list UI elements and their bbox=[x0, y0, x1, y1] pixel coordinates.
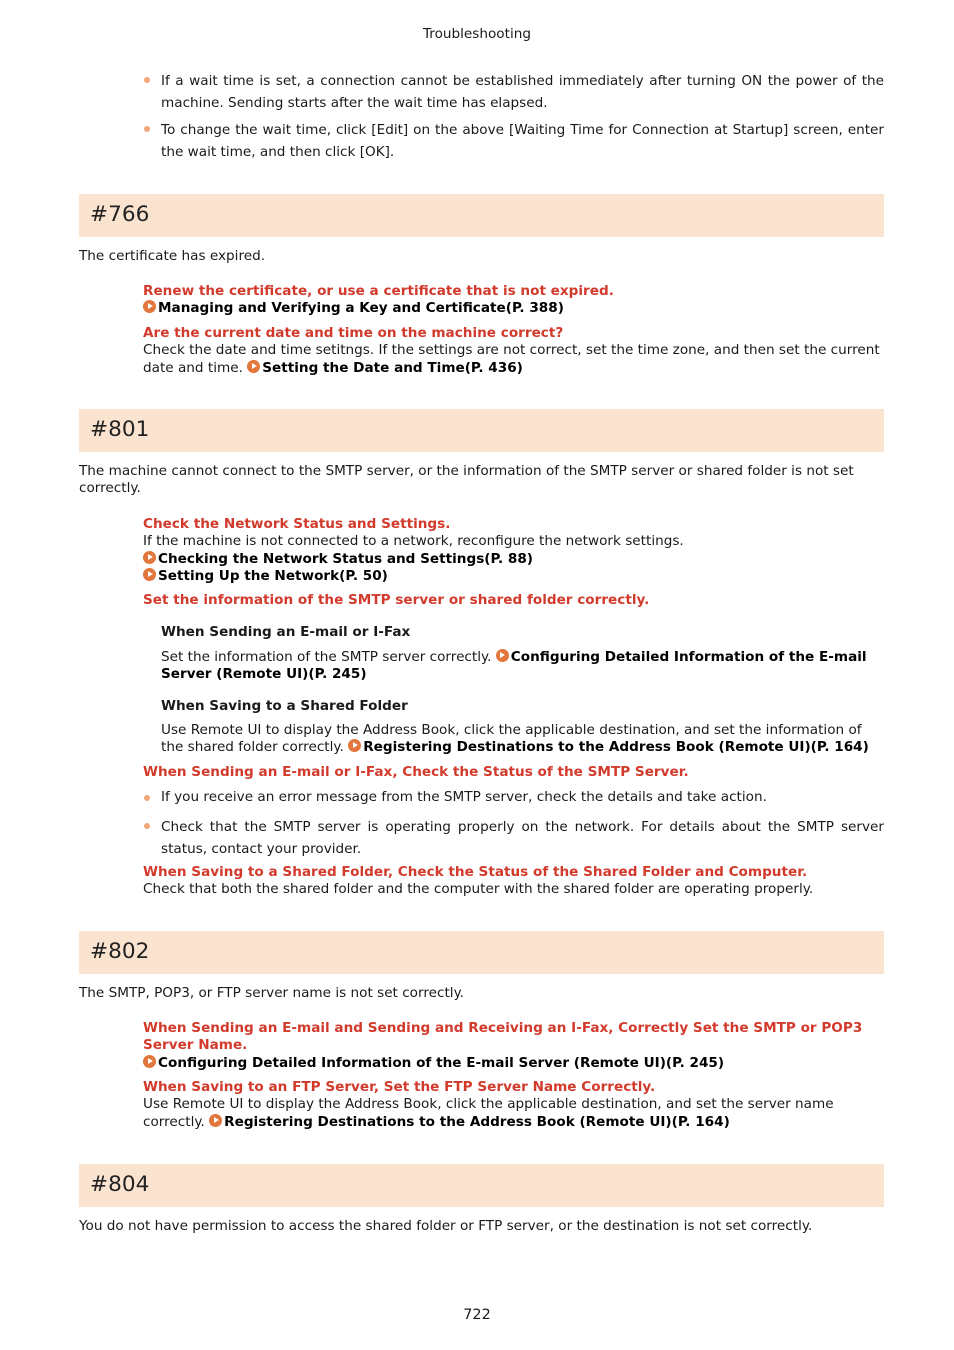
cause-text: Use Remote UI to display the Address Book, click the applicable destination, and set the server name correctly. bbox=[143, 1096, 834, 1130]
bullet-dot bbox=[144, 823, 150, 829]
cause-title: Check the Network Status and Settings. bbox=[143, 516, 451, 532]
bullet-text: Check that the SMTP server is operating properly on the network. For details about the SMTP server status, contact your provider. bbox=[161, 819, 884, 857]
bullet-dot bbox=[144, 795, 150, 801]
link-arrow-icon bbox=[209, 1114, 222, 1127]
section-code: #802 bbox=[90, 939, 150, 964]
sub-text-body: Use Remote UI to display the Address Book, click the applicable destination, and set the information of the shared folder correctly. bbox=[161, 722, 862, 756]
bullet-text: To change the wait time, click [Edit] on the above [Waiting Time for Connection at Startup] screen, enter the wait time, and then click [OK]. bbox=[161, 122, 884, 160]
reference-link[interactable]: Registering Destinations to the Address Book (Remote UI)(P. 164) bbox=[363, 739, 869, 756]
section-header-804 bbox=[79, 1164, 884, 1207]
bullet-dot bbox=[144, 77, 150, 83]
section-description: The certificate has expired. bbox=[79, 248, 266, 264]
cause-block bbox=[143, 864, 884, 899]
section-code: #801 bbox=[90, 417, 150, 442]
reference-link[interactable]: Setting Up the Network(P. 50) bbox=[158, 568, 388, 585]
section-description: The machine cannot connect to the SMTP server, or the information of the SMTP server or shared folder is not set correctly. bbox=[79, 463, 854, 497]
link-arrow-icon bbox=[143, 551, 156, 564]
cause-text: If the machine is not connected to a network, reconfigure the network settings. bbox=[143, 533, 684, 550]
bullet-dot bbox=[144, 126, 150, 132]
cause-block bbox=[143, 283, 884, 318]
link-arrow-icon bbox=[247, 360, 260, 373]
cause-title: Are the current date and time on the machine correct? bbox=[143, 325, 564, 341]
link-arrow-icon bbox=[143, 300, 156, 313]
sub-text bbox=[161, 722, 884, 757]
bullet-text: If a wait time is set, a connection cannot be established immediately after turning ON the power of the machine. Sending starts after the wait time has elapsed. bbox=[161, 73, 884, 111]
bullet-text: If you receive an error message from the SMTP server, check the details and take action. bbox=[161, 789, 767, 805]
cause-block bbox=[143, 1020, 884, 1072]
sub-text-body: Set the information of the SMTP server correctly. bbox=[161, 649, 492, 665]
page-number: 722 bbox=[463, 1307, 491, 1323]
cause-block bbox=[143, 516, 884, 586]
cause-text: Check the date and time setitngs. If the settings are not correct, set the time zone, and then set the current date and time. bbox=[143, 342, 880, 376]
link-arrow-icon bbox=[143, 1055, 156, 1068]
cause-title: When Saving to an FTP Server, Set the FTP Server Name Correctly. bbox=[143, 1079, 656, 1095]
cause-block bbox=[143, 1079, 884, 1131]
cause-title: When Sending an E-mail and Sending and Receiving an I-Fax, Correctly Set the SMTP or POP3 Server Name. bbox=[143, 1020, 863, 1054]
cause-text: Check that both the shared folder and the computer with the shared folder are operating properly. bbox=[143, 881, 814, 898]
reference-link[interactable]: Checking the Network Status and Settings(P. 88) bbox=[158, 550, 534, 567]
link-arrow-icon bbox=[143, 568, 156, 581]
link-arrow-icon bbox=[496, 649, 509, 662]
running-header: Troubleshooting bbox=[423, 26, 531, 42]
cause-title: Set the information of the SMTP server or shared folder correctly. bbox=[143, 592, 650, 608]
reference-link[interactable]: Managing and Verifying a Key and Certificate(P. 388) bbox=[158, 300, 564, 317]
section-header-801 bbox=[79, 409, 884, 452]
cause-title: When Sending an E-mail or I-Fax, Check the Status of the SMTP Server. bbox=[143, 764, 689, 780]
section-header-766 bbox=[79, 194, 884, 237]
cause-title: Renew the certificate, or use a certificate that is not expired. bbox=[143, 283, 614, 299]
section-code: #766 bbox=[90, 202, 150, 227]
section-description: The SMTP, POP3, or FTP server name is not set correctly. bbox=[79, 985, 465, 1001]
section-header-802 bbox=[79, 931, 884, 974]
reference-link[interactable]: Setting the Date and Time(P. 436) bbox=[262, 359, 523, 376]
sub-heading: When Sending an E-mail or I-Fax bbox=[161, 624, 411, 640]
section-description: You do not have permission to access the shared folder or FTP server, or the destination is not set correctly. bbox=[79, 1218, 813, 1234]
reference-link[interactable]: Configuring Detailed Information of the E-mail Server (Remote UI)(P. 245) bbox=[158, 1054, 725, 1071]
sub-heading: When Saving to a Shared Folder bbox=[161, 698, 408, 714]
cause-block bbox=[143, 325, 884, 377]
reference-link[interactable]: Registering Destinations to the Address Book (Remote UI)(P. 164) bbox=[224, 1113, 730, 1130]
link-arrow-icon bbox=[348, 739, 361, 752]
reference-link[interactable]: Configuring Detailed Information of the E-mail Server (Remote UI)(P. 245) bbox=[161, 649, 867, 683]
section-code: #804 bbox=[90, 1172, 150, 1197]
sub-text bbox=[161, 649, 884, 684]
cause-title: When Saving to a Shared Folder, Check the Status of the Shared Folder and Computer. bbox=[143, 864, 808, 880]
